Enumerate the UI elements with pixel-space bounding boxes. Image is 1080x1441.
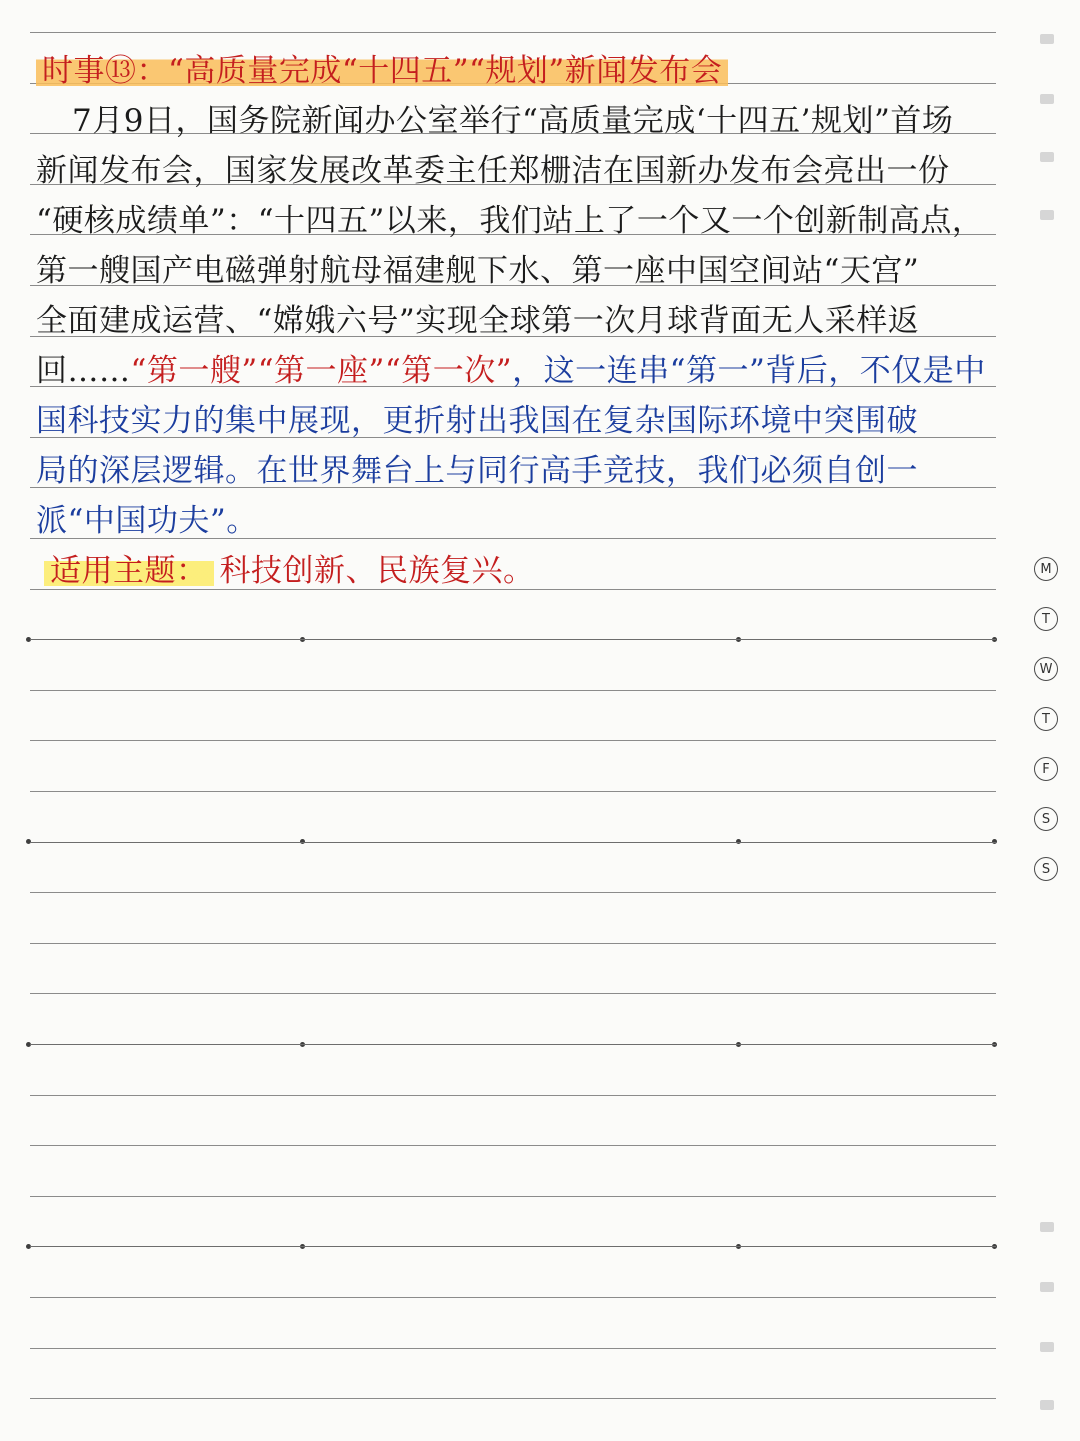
binding-mark [1040, 94, 1054, 104]
body-line-4: 第一艘国产电磁弹射航母福建舰下水、第一座中国空间站“天宫” [36, 253, 920, 289]
ruled-line [30, 892, 996, 893]
ruled-line [30, 943, 996, 944]
binding-mark [1040, 1342, 1054, 1352]
ruled-line [30, 1297, 996, 1298]
note-title [36, 52, 1006, 90]
ruled-line [30, 690, 996, 691]
binding-mark [1040, 152, 1054, 162]
body-line-5: 全面建成运营、“嫦娥六号”实现全球第一次月球背面无人采样返 [36, 303, 920, 339]
mixed-black-text: 回…… [36, 353, 131, 389]
weekday-wednesday[interactable]: W [1034, 657, 1058, 681]
ruled-line [30, 740, 996, 741]
weekday-thursday[interactable]: T [1034, 707, 1058, 731]
weekday-sunday[interactable]: S [1034, 857, 1058, 881]
body-line-6 [36, 352, 1006, 390]
body-line-7: 国科技实力的集中展现，更折射出我国在复杂国际环境中突围破 [36, 403, 918, 439]
theme-line [44, 552, 1014, 590]
weekday-friday[interactable]: F [1034, 757, 1058, 781]
title-main: “高质量完成“十四五”“规划”新闻发布会 [168, 53, 723, 89]
theme-label: 适用主题： [44, 553, 214, 589]
weekday-saturday[interactable]: S [1034, 807, 1058, 831]
mixed-red-text: “第一艘”“第一座”“第一次” [130, 353, 513, 389]
binding-mark [1040, 1282, 1054, 1292]
binding-mark [1040, 34, 1054, 44]
title-prefix: 时事⑬： [42, 53, 168, 89]
ruled-line [30, 1196, 996, 1197]
ruled-line [30, 993, 996, 994]
weekday-tuesday[interactable]: T [1034, 607, 1058, 631]
body-line-8: 局的深层逻辑。在世界舞台上与同行高手竞技，我们必须自创一 [36, 453, 918, 489]
body-line-9: 派“中国功夫”。 [36, 503, 258, 539]
ruled-line [30, 1246, 996, 1247]
binding-mark [1040, 1222, 1054, 1232]
binding-mark [1040, 210, 1054, 220]
binding-mark [1040, 1400, 1054, 1410]
body-line-1: 7月9日，国务院新闻办公室举行“高质量完成‘十四五’规划”首场 [72, 103, 954, 139]
ruled-line [30, 32, 996, 33]
mixed-blue-text: ，这一连串“第一”背后，不仅是中 [512, 353, 986, 389]
body-line-3: “硬核成绩单”：“十四五”以来，我们站上了一个又一个创新制高点， [36, 203, 984, 239]
ruled-line [30, 1398, 996, 1399]
weekday-monday[interactable]: M [1034, 557, 1058, 581]
theme-value: 科技创新、民族复兴。 [219, 553, 535, 589]
ruled-line [30, 1095, 996, 1096]
ruled-line [30, 842, 996, 843]
ruled-line [30, 1044, 996, 1045]
body-line-2: 新闻发布会，国家发展改革委主任郑栅洁在国新办发布会亮出一份 [36, 153, 950, 189]
ruled-line [30, 1348, 996, 1349]
ruled-line [30, 1145, 996, 1146]
ruled-line [30, 639, 996, 640]
ruled-line [30, 791, 996, 792]
